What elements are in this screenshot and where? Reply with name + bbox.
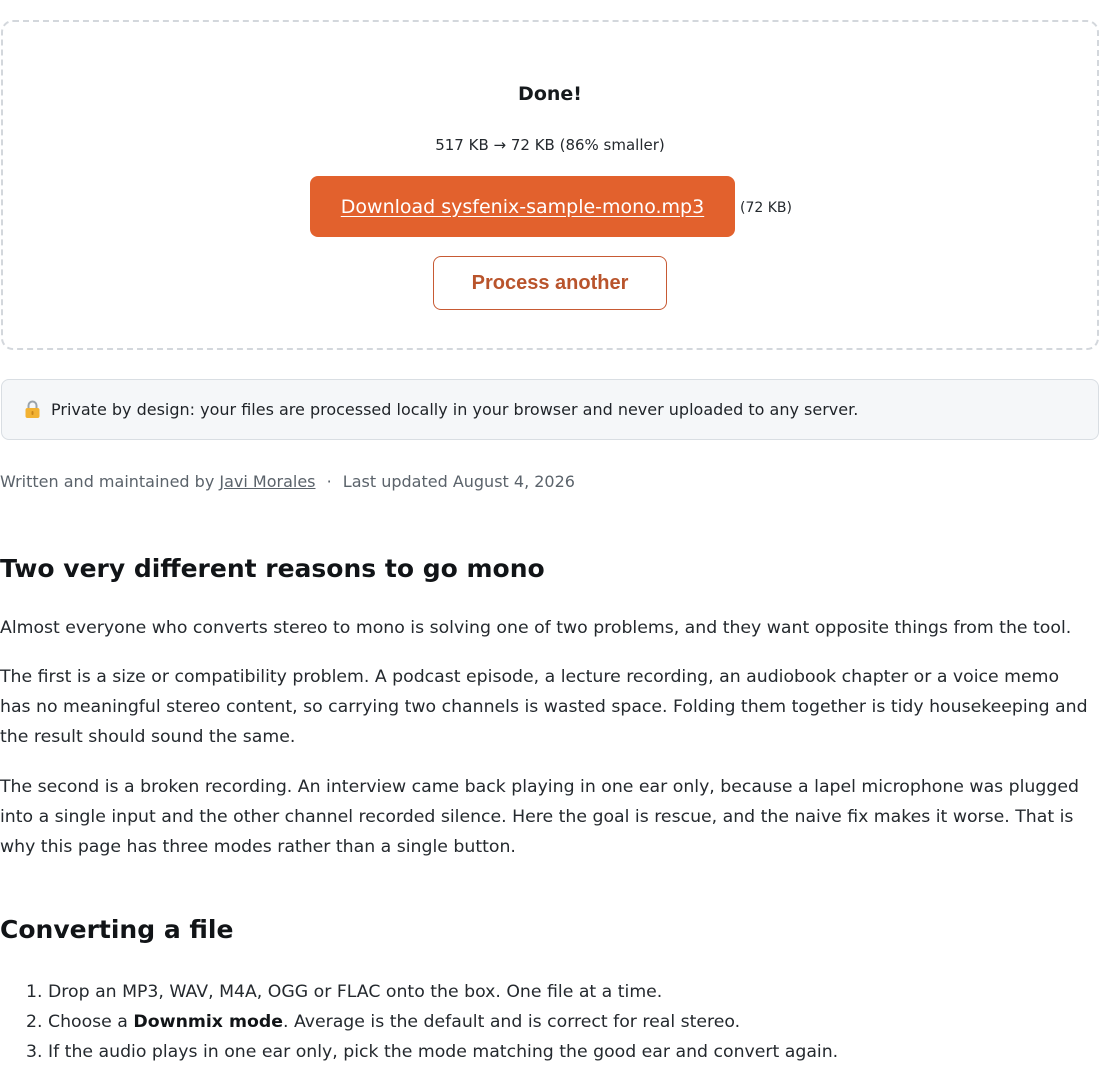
list-item: [48, 1037, 838, 1067]
process-another-button[interactable]: Process another: [433, 256, 667, 310]
step-text: . Average is the default and is correct for real stereo.: [282, 1012, 741, 1032]
byline-prefix: Written and maintained by: [0, 472, 215, 491]
section-heading-reasons: Two very different reasons to go mono: [0, 554, 545, 583]
step-text: Choose a: [48, 1012, 134, 1032]
step-text: Drop an MP3, WAV, M4A, OGG or FLAC onto the box. One file at a time.: [48, 982, 663, 1002]
step-bold-term: Downmix mode: [133, 1012, 283, 1032]
paragraph-size-problem: The first is a size or compatibility problem. A podcast episode, a lecture recording, an audiobook chapter or a voice memo has no meaningful stereo content, so carrying two channels is wasted space. Folding them together is tidy housekeeping and the result should sound the same.: [0, 667, 1088, 747]
list-item: [48, 977, 838, 1007]
download-file-size: (72 KB): [740, 200, 792, 216]
status-title: Done!: [518, 83, 582, 105]
list-item: [48, 1007, 838, 1037]
step-text: If the audio plays in one ear only, pick the mode matching the good ear and convert again.: [48, 1042, 839, 1062]
steps-list: [0, 977, 838, 1067]
paragraph-intro: Almost everyone who converts stereo to mono is solving one of two problems, and they want opposite things from the tool.: [0, 618, 1072, 638]
byline-separator: ·: [326, 472, 332, 491]
byline: [0, 472, 575, 491]
download-button[interactable]: Download sysfenix-sample-mono.mp3: [310, 176, 735, 237]
author-link[interactable]: Javi Morales: [219, 472, 316, 491]
privacy-text: Private by design: your files are processed locally in your browser and never uploaded to any server.: [51, 400, 859, 419]
last-updated: Last updated August 4, 2026: [342, 472, 575, 491]
section-heading-converting: Converting a file: [0, 915, 234, 944]
paragraph-broken-recording: The second is a broken recording. An interview came back playing in one ear only, because a lapel microphone was plugged into a single input and the other channel recorded silence. Here the goal is rescue, and the naive fix makes it worse. That is why this page has three modes rather than a single button.: [0, 777, 1079, 857]
privacy-notice: [1, 379, 1099, 440]
lock-icon: [24, 400, 41, 419]
size-reduction-info: 517 KB → 72 KB (86% smaller): [435, 136, 665, 154]
